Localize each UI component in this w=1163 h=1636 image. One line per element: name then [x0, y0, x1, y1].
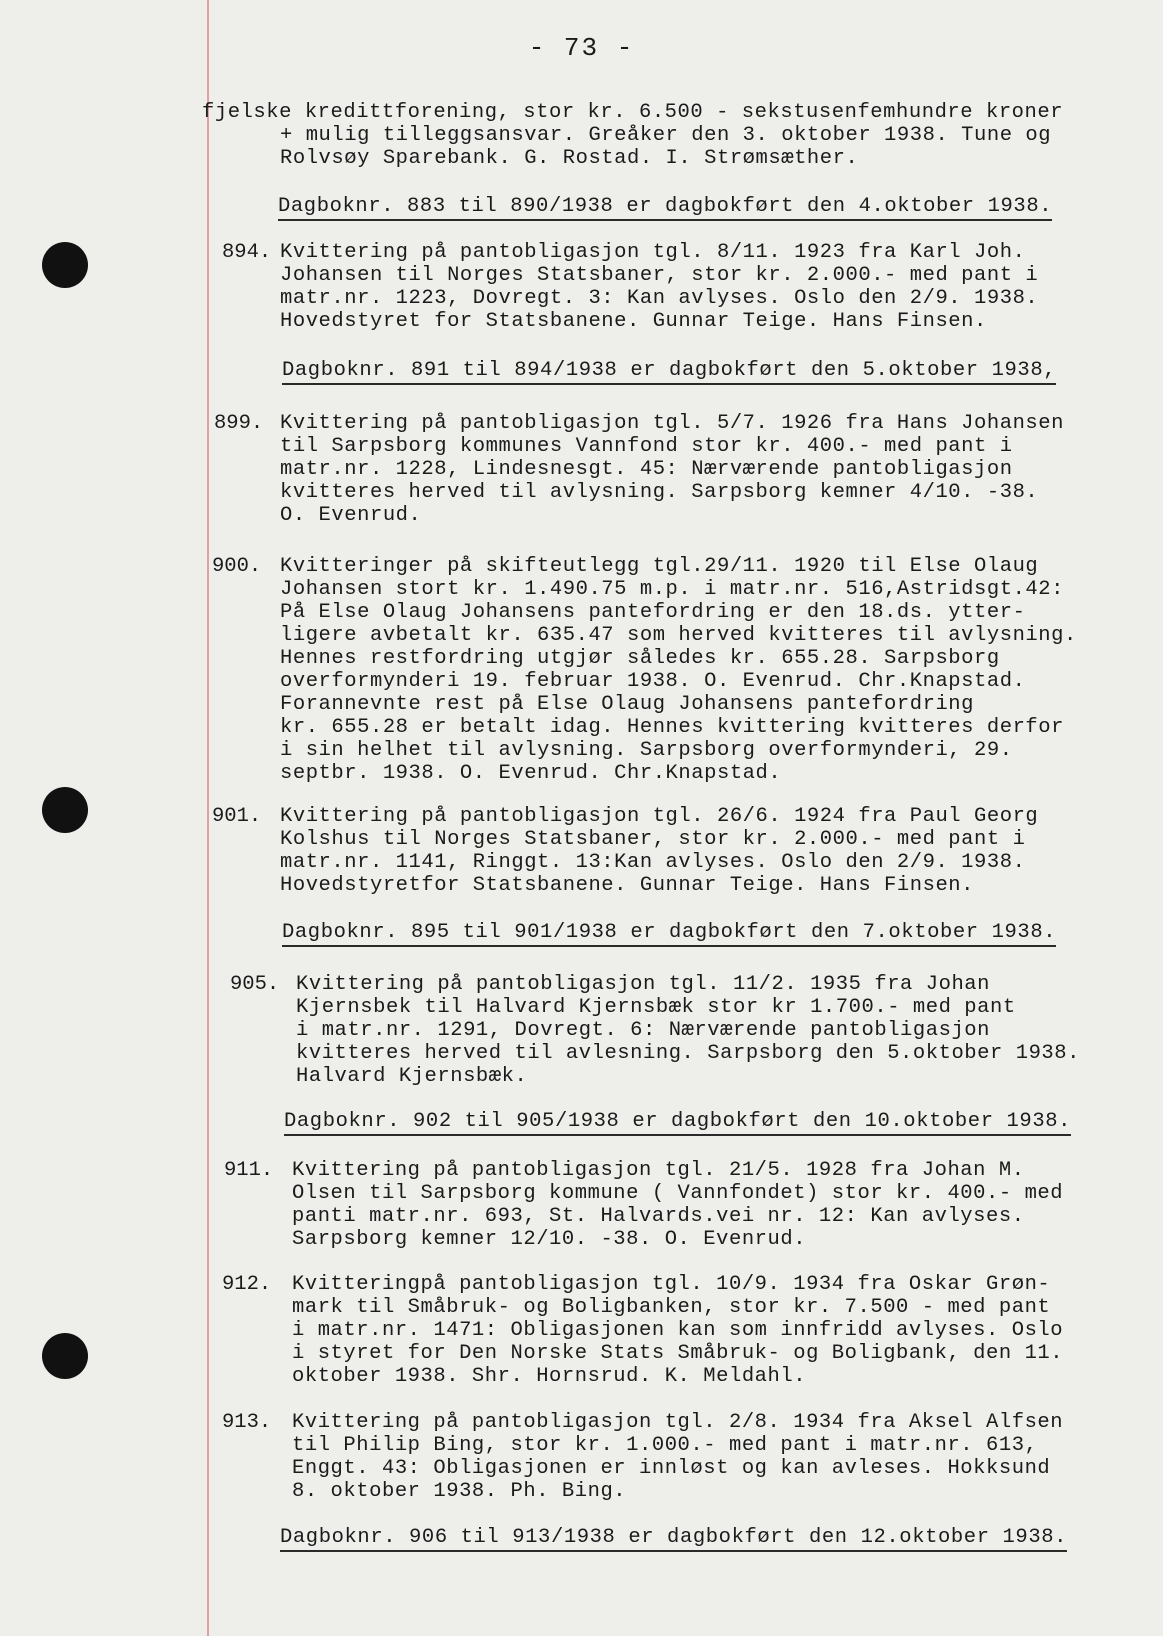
entry-912-line: mark til Småbruk- og Boligbanken, stor kr. 7.500 - med pant — [292, 1296, 1051, 1319]
entry-905-line: i matr.nr. 1291, Dovregt. 6: Nærværende pantobligasjon — [296, 1019, 991, 1042]
entry-900-line: Forannevnte rest på Else Olaug Johansens pantefordring — [280, 693, 975, 716]
intro-line: fjelske kredittforening, stor kr. 6.500 - sekstusenfemhundre kroner — [202, 101, 1064, 124]
entry-911-line: Sarpsborg kemner 12/10. -38. O. Evenrud. — [292, 1228, 807, 1251]
entry-900-line: overformynderi 19. februar 1938. O. Evenrud. Chr.Knapstad. — [280, 670, 1026, 693]
entry-901-line: Kvittering på pantobligasjon tgl. 26/6. 1924 fra Paul Georg — [280, 805, 1039, 828]
intro-line: + mulig tilleggsansvar. Greåker den 3. oktober 1938. Tune og — [280, 124, 1052, 147]
entry-number-900: 900. — [212, 555, 262, 578]
entry-900-line: Johansen stort kr. 1.490.75 m.p. i matr.nr. 516,Astridsgt.42: — [280, 578, 1064, 601]
entry-911-line: Kvittering på pantobligasjon tgl. 21/5. 1928 fra Johan M. — [292, 1159, 1025, 1182]
entry-912-line: i matr.nr. 1471: Obligasjonen kan som innfridd avlyses. Oslo — [292, 1319, 1064, 1342]
entry-899-line: kvitteres herved til avlysning. Sarpsborg kemner 4/10. -38. — [280, 481, 1039, 504]
margin-rule — [207, 0, 209, 1636]
entry-number-912: 912. — [222, 1273, 272, 1296]
entry-899-line: Kvittering på pantobligasjon tgl. 5/7. 1926 fra Hans Johansen — [280, 412, 1064, 435]
entry-911-line: Olsen til Sarpsborg kommune ( Vannfondet) stor kr. 400.- med — [292, 1182, 1064, 1205]
entry-913-line: til Philip Bing, stor kr. 1.000.- med pant i matr.nr. 613, — [292, 1434, 1038, 1457]
entry-number-905: 905. — [230, 973, 280, 996]
entry-900-line: Hennes restfordring utgjør således kr. 655.28. Sarpsborg — [280, 647, 1000, 670]
entry-number-901: 901. — [212, 805, 262, 828]
binder-hole-middle — [42, 787, 88, 833]
entry-912-line: Kvitteringpå pantobligasjon tgl. 10/9. 1934 fra Oskar Grøn- — [292, 1273, 1051, 1296]
entry-900-line: i sin helhet til avlysning. Sarpsborg overformynderi, 29. — [280, 739, 1013, 762]
entry-905-line: kvitteres herved til avlesning. Sarpsborg den 5.oktober 1938. — [296, 1042, 1080, 1065]
entry-894-line: Hovedstyret for Statsbanene. Gunnar Teige. Hans Finsen. — [280, 310, 987, 333]
journal-entry-1: Dagboknr. 883 til 890/1938 er dagbokført den 4.oktober 1938. — [278, 196, 1052, 221]
journal-entry-4: Dagboknr. 902 til 905/1938 er dagbokført den 10.oktober 1938. — [284, 1111, 1071, 1136]
journal-entry-2: Dagboknr. 891 til 894/1938 er dagbokført den 5.oktober 1938, — [282, 360, 1056, 385]
entry-913-line: 8. oktober 1938. Ph. Bing. — [292, 1480, 627, 1503]
entry-899-line: matr.nr. 1228, Lindesnesgt. 45: Nærværende pantobligasjon — [280, 458, 1013, 481]
entry-912-line: oktober 1938. Shr. Hornsrud. K. Meldahl. — [292, 1365, 807, 1388]
entry-899-line: O. Evenrud. — [280, 504, 422, 527]
entry-901-line: matr.nr. 1141, Ringgt. 13:Kan avlyses. Oslo den 2/9. 1938. — [280, 851, 1026, 874]
entry-900-line: kr. 655.28 er betalt idag. Hennes kvittering kvitteres derfor — [280, 716, 1064, 739]
entry-894-line: matr.nr. 1223, Dovregt. 3: Kan avlyses. Oslo den 2/9. 1938. — [280, 287, 1039, 310]
entry-901-line: Kolshus til Norges Statsbaner, stor kr. 2.000.- med pant i — [280, 828, 1026, 851]
entry-number-913: 913. — [222, 1411, 272, 1434]
entry-number-899: 899. — [214, 412, 264, 435]
entry-899-line: til Sarpsborg kommunes Vannfond stor kr. 400.- med pant i — [280, 435, 1013, 458]
entry-900-line: septbr. 1938. O. Evenrud. Chr.Knapstad. — [280, 762, 782, 785]
binder-hole-top — [42, 242, 88, 288]
entry-number-911: 911. — [224, 1159, 274, 1182]
entry-901-line: Hovedstyretfor Statsbanene. Gunnar Teige. Hans Finsen. — [280, 874, 975, 897]
journal-entry-5: Dagboknr. 906 til 913/1938 er dagbokført den 12.oktober 1938. — [280, 1527, 1067, 1552]
entry-913-line: Enggt. 43: Obligasjonen er innløst og kan avleses. Hokksund — [292, 1457, 1051, 1480]
entry-number-894: 894. — [222, 241, 272, 264]
entry-905-line: Kvittering på pantobligasjon tgl. 11/2. 1935 fra Johan — [296, 973, 991, 996]
entry-913-line: Kvittering på pantobligasjon tgl. 2/8. 1934 fra Aksel Alfsen — [292, 1411, 1064, 1434]
page-number: - 73 - — [528, 33, 635, 63]
entry-911-line: panti matr.nr. 693, St. Halvards.vei nr. 12: Kan avlyses. — [292, 1205, 1025, 1228]
entry-912-line: i styret for Den Norske Stats Småbruk- og Boligbank, den 11. — [292, 1342, 1064, 1365]
entry-894-line: Johansen til Norges Statsbaner, stor kr. 2.000.- med pant i — [280, 264, 1039, 287]
entry-905-line: Halvard Kjernsbæk. — [296, 1065, 528, 1088]
entry-905-line: Kjernsbek til Halvard Kjernsbæk stor kr 1.700.- med pant — [296, 996, 1016, 1019]
intro-line: Rolvsøy Sparebank. G. Rostad. I. Strømsæther. — [280, 147, 859, 170]
entry-900-line: Kvitteringer på skifteutlegg tgl.29/11. 1920 til Else Olaug — [280, 555, 1039, 578]
journal-entry-3: Dagboknr. 895 til 901/1938 er dagbokført den 7.oktober 1938. — [282, 922, 1056, 947]
entry-894-line: Kvittering på pantobligasjon tgl. 8/11. 1923 fra Karl Joh. — [280, 241, 1026, 264]
binder-hole-bottom — [42, 1333, 88, 1379]
entry-900-line: ligere avbetalt kr. 635.47 som herved kvitteres til avlysning. — [280, 624, 1077, 647]
entry-900-line: På Else Olaug Johansens pantefordring er den 18.ds. ytter- — [280, 601, 1026, 624]
